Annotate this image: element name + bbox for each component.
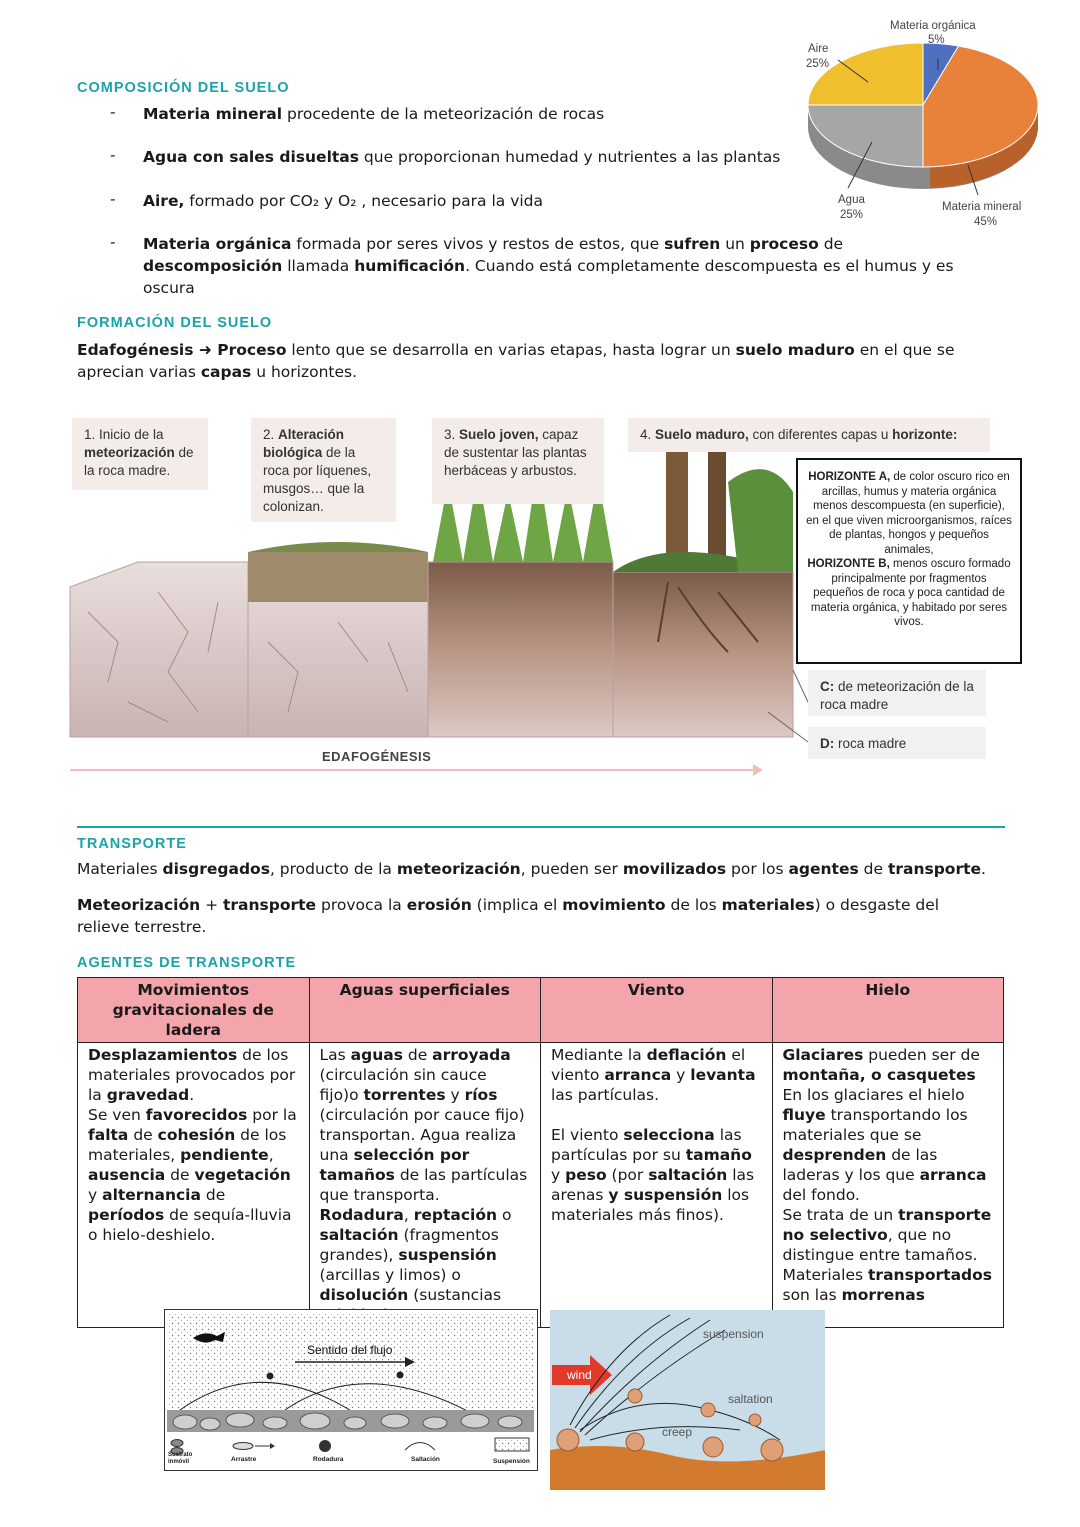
pie-label-mineral-pct: 45% [974, 216, 998, 228]
section-title-agentes: AGENTES DE TRANSPORTE [77, 955, 297, 971]
horizon-d-label: D: roca madre [808, 727, 986, 759]
saltation-label: saltation [728, 1392, 773, 1406]
edafogenesis-label: EDAFOGÉNESIS [322, 749, 432, 764]
bullet-dash: - [110, 103, 116, 121]
pie-slices [808, 43, 1038, 167]
stage-1-callout: 1. Inicio de la meteorización de la roca madre. [72, 418, 208, 490]
table-header: Aguas superficiales [309, 978, 541, 1043]
table-header-row [78, 978, 1004, 1043]
pie-label-aire-pct: 25% [806, 58, 830, 70]
legend-arrastre: Arrastre [231, 1456, 257, 1463]
table-cell-gravitacionales: Desplazamientos de los materiales provocados por la gravedad. Se ven favorecidos por la falta de cohesión de los materiales, pendiente, ausencia de vegetación y alternancia de períodos de sequía-lluvia o hielo-deshielo. [78, 1043, 310, 1328]
bullet-dash: - [110, 233, 116, 251]
composicion-item-organica: Materia orgánica formada por seres vivos y restos de estos, que sufren un proceso de descomposición llamada humificación. Cuando está completamente descompuesta es el humus y es oscura [143, 235, 954, 297]
water-transport-figure [164, 1309, 538, 1471]
section-title-transporte: TRANSPORTE [77, 836, 187, 852]
table-cell-aguas: Las aguas de arroyada (circulación sin cauce fijo)o torrentes y ríos (circulación por cauce fijo) transportan. Agua realiza una selección por tamaños de las partículas que transporta. Rodadura, reptación o saltación (fragmentos grandes), suspensión (arcillas y limos) o disolución (sustancias [309, 1043, 541, 1328]
legend-suspension: Suspensión [493, 1458, 530, 1465]
stage-3-callout: 3. Suelo joven, capaz de sustentar las plantas herbáceas y arbustos. [432, 418, 604, 504]
transporte-paragraph-2: Meteorización + transporte provoca la erosión (implica el movimiento de los materiales) o desgaste del relieve terrestre. [77, 896, 940, 936]
pie-label-aire: Aire [808, 43, 829, 55]
soil-composition-pie-chart [790, 10, 1050, 235]
composicion-item-aire: Aire, formado por CO₂ y O₂ , necesario para la vida [143, 192, 544, 210]
table-row [78, 1043, 1004, 1328]
agentes-table [77, 977, 1004, 1328]
section-divider [77, 826, 1005, 828]
section-title-composicion: COMPOSICIÓN DEL SUELO [77, 80, 290, 96]
suspension-label: suspension [703, 1327, 764, 1341]
creep-label: creep [662, 1425, 693, 1439]
legend-saltacion: Saltación [411, 1456, 440, 1463]
bullet-dash: - [110, 146, 116, 164]
wind-label: wind [567, 1368, 592, 1382]
table-cell-viento: Mediante la deflación el viento arranca y levanta las partículas. El viento selecciona las partículas por su tamaño y peso (por saltación las arenas y suspensión los materiales más finos). [541, 1043, 773, 1328]
table-header: Hielo [772, 978, 1004, 1043]
stage-2-callout: 2. Alteración biológica de la roca por líquenes, musgos… que la colonizan. [251, 418, 396, 522]
section-title-formacion: FORMACIÓN DEL SUELO [77, 315, 273, 331]
horizon-c-label: C: de meteorización de la roca madre [808, 670, 986, 716]
table-header: Viento [541, 978, 773, 1043]
table-cell-hielo: Glaciares pueden ser de montaña, o casquetes En los glaciares el hielo fluye transportando los materiales que se desprenden de las laderas y los que arranca del fondo. Se trata de un transporte no selectivo, que no distingue entre tamaños. Materiales transportados son las morrenas [772, 1043, 1004, 1328]
pie-label-agua-pct: 25% [840, 209, 864, 221]
composicion-item-agua: Agua con sales disueltas que proporcionan humedad y nutrientes a las plantas [143, 148, 781, 166]
legend-rodadura: Rodadura [313, 1456, 344, 1463]
horizon-ab-box: HORIZONTE A, de color oscuro rico en arcillas, humus y materia orgánica menos descompuesta (en superficie), en el que viven microorganismos, raíces de plantas, hongos y pequeños animales, HORIZONTE B, menos oscuro formado principalmente por fragmentos pequeños de roca y poca cantidad de materia orgánica, y habitado por seres vivos. [796, 458, 1022, 664]
flow-direction-label: Sentido del flujo [307, 1343, 393, 1357]
pie-label-organica: Materia orgánica [890, 20, 976, 32]
bullet-dash: - [110, 190, 116, 208]
transporte-paragraph-1: Materiales disgregados, producto de la meteorización, pueden ser movilizados por los agentes de transporte. [77, 860, 986, 878]
table-header: Movimientos gravitacionales de ladera [78, 978, 310, 1043]
wind-transport-figure [550, 1310, 825, 1490]
stage-4-callout: 4. Suelo maduro, con diferentes capas u horizonte: [628, 418, 990, 452]
composicion-item-mineral: Materia mineral procedente de la meteorización de rocas [143, 105, 605, 123]
pie-label-mineral: Materia mineral [942, 201, 1022, 213]
edafogenesis-diagram [68, 412, 1028, 787]
pie-label-agua: Agua [838, 194, 865, 206]
formacion-paragraph: Edafogénesis ➜ Proceso lento que se desarrolla en varias etapas, hasta lograr un suelo maduro en el que se aprecian varias capas u horizontes. [77, 341, 955, 381]
legend-sustrato: Sustrato inmóvil [168, 1452, 193, 1465]
pie-label-organica-pct: 5% [928, 34, 945, 46]
